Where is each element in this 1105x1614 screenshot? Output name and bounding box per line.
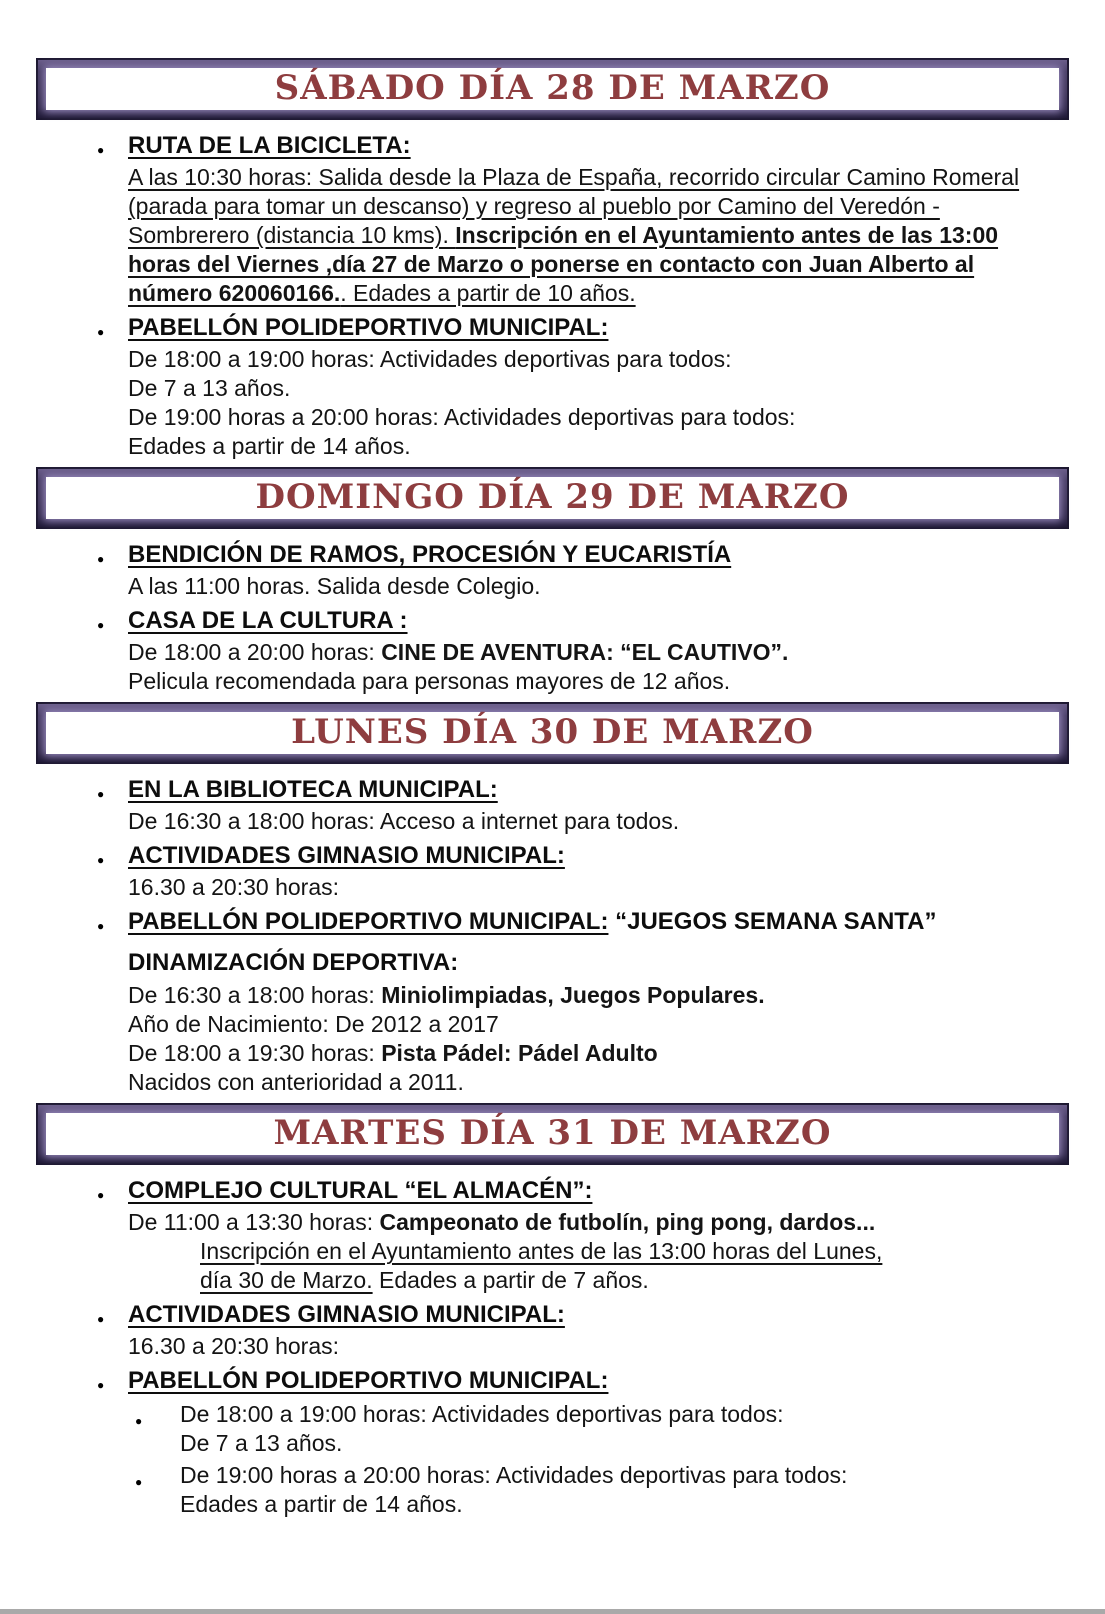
sub-event-item — [180, 1461, 1069, 1519]
line-run-underlined: día 30 de Marzo. — [200, 1267, 373, 1293]
event-heading: ACTIVIDADES GIMNASIO MUNICIPAL: — [128, 842, 565, 869]
event-heading: EN LA BIBLIOTECA MUNICIPAL: — [128, 776, 498, 803]
sub-event-item — [180, 1400, 1069, 1458]
day-banner-title: SÁBADO DÍA 28 DE MARZO — [274, 68, 831, 108]
event-heading: CASA DE LA CULTURA : — [128, 607, 408, 634]
line-run-bold: Campeonato de futbolín, ping pong, dardos... — [379, 1209, 876, 1235]
description-run: A las 10:30 horas: Salida desde la Plaza de España, recorrido circular Camino Romeral (parada para tomar un descanso) y regreso al pueblo por Camino del Veredón - Sombrerero (distancia 10 kms). — [128, 164, 1020, 248]
description-run-bold: Inscripción en el Ayuntamiento antes de las 13:00 horas del Viernes ,día 27 de Marzo o ponerse en contacto con Juan Alberto al número 620060166. — [128, 222, 999, 306]
event-heading: PABELLÓN POLIDEPORTIVO MUNICIPAL: — [128, 314, 609, 341]
event-description — [128, 163, 1063, 308]
event-list-martes-31 — [36, 1174, 1069, 1519]
event-item — [128, 839, 1069, 902]
sub-event-list — [128, 1400, 1069, 1519]
inscription-line: Inscripción en el Ayuntamiento antes de las 13:00 horas del Lunes, — [200, 1238, 883, 1264]
event-line — [128, 1208, 1069, 1237]
event-item — [128, 311, 1069, 461]
event-line: 16.30 a 20:30 horas: — [128, 874, 339, 900]
event-heading: PABELLÓN POLIDEPORTIVO MUNICIPAL: — [128, 908, 609, 935]
day-banner-domingo-29 — [36, 467, 1069, 529]
event-line — [128, 981, 1069, 1010]
event-line: Edades a partir de 14 años. — [128, 433, 411, 459]
line-run: Edades a partir de 7 años. — [372, 1267, 649, 1293]
event-item — [128, 1174, 1069, 1295]
event-line: De 19:00 horas a 20:00 horas: Actividades deportivas para todos: — [128, 404, 796, 430]
day-banner-inner — [46, 712, 1059, 754]
event-line: ● De 19:00 horas a 20:00 horas: Actividades deportivas para todos: — [180, 1462, 848, 1488]
line-run: De 16:30 a 18:00 horas: — [128, 982, 382, 1008]
event-heading: BENDICIÓN DE RAMOS, PROCESIÓN Y EUCARISTÍA — [128, 541, 732, 568]
event-list-sabado-28 — [36, 129, 1069, 461]
event-item — [128, 773, 1069, 836]
event-subheading: DINAMIZACIÓN DEPORTIVA: — [128, 949, 459, 976]
day-banner-title: LUNES DÍA 30 DE MARZO — [291, 712, 814, 752]
day-banner-inner — [46, 477, 1059, 519]
line-run-bold: CINE DE AVENTURA: “EL CAUTIVO”. — [381, 639, 789, 665]
event-item — [128, 1364, 1069, 1519]
event-item — [128, 1298, 1069, 1361]
event-line: 16.30 a 20:30 horas: — [128, 1333, 339, 1359]
event-line: De 16:30 a 18:00 horas: Acceso a internet para todos. — [128, 808, 680, 834]
event-item — [128, 905, 1069, 1097]
event-line: De 7 a 13 años. — [180, 1430, 343, 1456]
event-line: Año de Nacimiento: De 2012 a 2017 — [128, 1011, 499, 1037]
page-edge-bar — [0, 1609, 1105, 1614]
event-line: De 18:00 a 19:00 horas: Actividades deportivas para todos: — [128, 346, 732, 372]
line-run: De 18:00 a 20:00 horas: — [128, 639, 382, 665]
day-banner-lunes-30 — [36, 702, 1069, 764]
event-heading: ACTIVIDADES GIMNASIO MUNICIPAL: — [128, 1301, 565, 1328]
description-run: . Edades a partir de 10 años. — [340, 280, 636, 306]
day-banner-martes-31 — [36, 1103, 1069, 1165]
event-list-lunes-30 — [36, 773, 1069, 1097]
day-banner-title: MARTES DÍA 31 DE MARZO — [273, 1113, 832, 1153]
line-run: De 18:00 a 19:30 horas: — [128, 1040, 382, 1066]
inscription-note — [200, 1237, 1069, 1295]
event-line: Pelicula recomendada para personas mayores de 12 años. — [128, 668, 731, 694]
day-banner-inner — [46, 1113, 1059, 1155]
event-line: De 7 a 13 años. — [128, 375, 291, 401]
event-line — [128, 638, 1069, 667]
event-item — [128, 604, 1069, 696]
event-heading: PABELLÓN POLIDEPORTIVO MUNICIPAL: — [128, 1367, 609, 1394]
event-heading-suffix: “JUEGOS SEMANA SANTA” — [608, 908, 937, 935]
event-item — [128, 129, 1069, 308]
event-item — [128, 538, 1069, 601]
event-line — [128, 1039, 1069, 1068]
line-run-bold: Miniolimpiadas, Juegos Populares. — [381, 982, 765, 1008]
event-line: Edades a partir de 14 años. — [180, 1491, 463, 1517]
event-heading: COMPLEJO CULTURAL “EL ALMACÉN”: — [128, 1177, 593, 1204]
event-line: ● De 18:00 a 19:00 horas: Actividades deportivas para todos: — [180, 1401, 784, 1427]
event-list-domingo-29 — [36, 538, 1069, 696]
day-banner-sabado-28 — [36, 58, 1069, 120]
day-banner-inner — [46, 68, 1059, 110]
event-heading: RUTA DE LA BICICLETA: — [128, 132, 411, 159]
line-run-bold: Pista Pádel: Pádel Adulto — [381, 1040, 658, 1066]
inscription-line — [200, 1266, 1069, 1295]
line-run: De 11:00 a 13:30 horas: — [128, 1209, 380, 1235]
event-line: Nacidos con anterioridad a 2011. — [128, 1069, 464, 1095]
day-banner-title: DOMINGO DÍA 29 DE MARZO — [255, 477, 850, 517]
event-line: A las 11:00 horas. Salida desde Colegio. — [128, 573, 541, 599]
